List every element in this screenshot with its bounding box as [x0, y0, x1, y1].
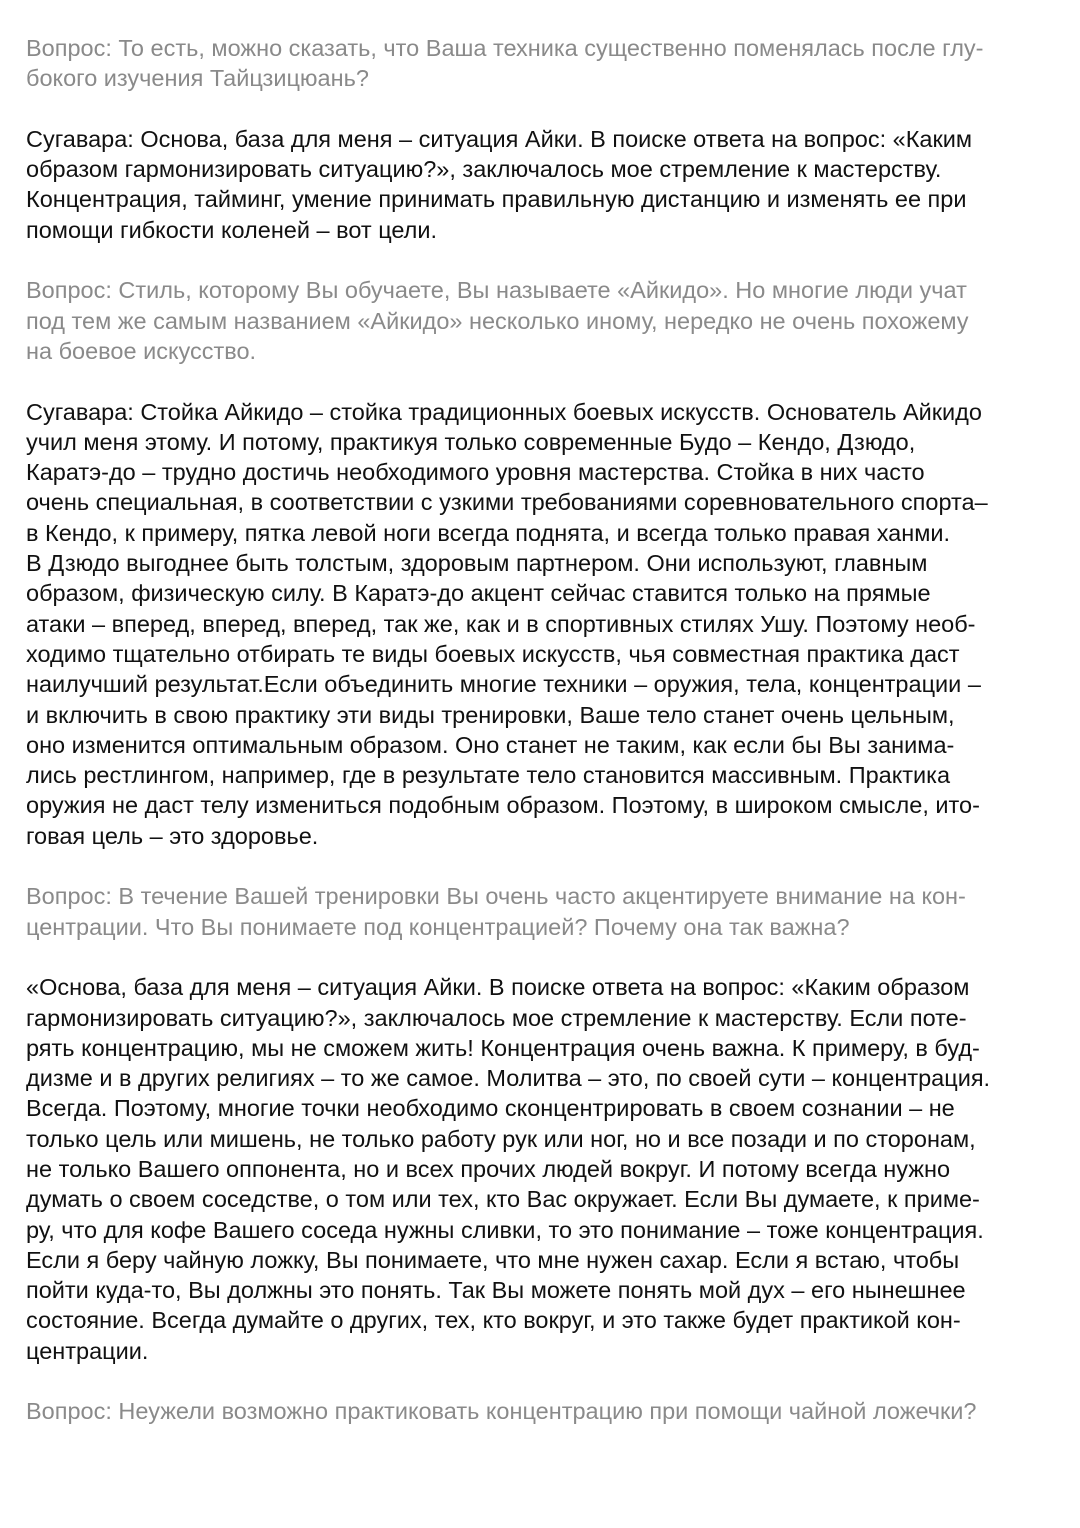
text-line: пойти куда-то, Вы должны это понять. Так Вы можете понять мой дух – его нынешнее — [26, 1277, 966, 1304]
text-line: Сугавара: Основа, база для меня – ситуация Айки. В поиске ответа на вопрос: «Каким — [26, 125, 973, 152]
text-line: Всегда. Поэтому, многие точки необходимо сконцентрировать в своем сознании – не — [26, 1095, 955, 1122]
text-line: центрации. Что Вы понимаете под концентрацией? Почему она так важна? — [26, 913, 850, 940]
text-line: Вопрос: То есть, можно сказать, что Ваша техника существенно поменялась после глу- — [26, 35, 984, 61]
text-line: Если я беру чайную ложку, Вы понимаете, что мне нужен сахар. Если я встаю, чтобы — [26, 1246, 960, 1273]
text-line: в Кендо, к примеру, пятка левой ноги всегда поднята, и всегда только правая ханми. — [26, 519, 951, 546]
text-line: думать о своем соседстве, о том или тех, кто Вас окружает. Если Вы думаете, к приме- — [26, 1186, 980, 1213]
text-line: бокого изучения Тайцзицюань? — [26, 65, 369, 92]
text-line: говая цель – это здоровье. — [26, 822, 319, 849]
text-line: лись рестлингом, например, где в результате тело становится массивным. Практика — [26, 762, 951, 789]
text-line: ру, что для кофе Вашего соседа нужны сливки, то это понимание – тоже концентрация. — [26, 1216, 984, 1243]
interview-question — [26, 881, 1054, 942]
interview-answer — [26, 972, 1054, 1366]
text-line: под тем же самым названием «Айкидо» несколько иному, нередко не очень похожему — [26, 307, 969, 334]
interview-question — [26, 1396, 1054, 1426]
text-line: гармонизировать ситуацию?», заключалось мое стремление к мастерству. Если поте- — [26, 1004, 967, 1031]
text-line: образом гармонизировать ситуацию?», заключалось мое стремление к мастерству. — [26, 156, 942, 183]
text-line: центрации. — [26, 1337, 149, 1364]
text-line: Вопрос: В течение Вашей тренировки Вы очень часто акцентируете внимание на кон- — [26, 883, 966, 910]
interview-answer — [26, 397, 1054, 851]
text-line: и включить в свою практику эти виды тренировки, Ваше тело станет очень цельным, — [26, 701, 955, 728]
text-line: оружия не даст телу измениться подобным образом. Поэтому, в широком смысле, ито- — [26, 792, 980, 819]
interview-question — [26, 33, 1054, 94]
text-line: очень специальная, в соответствии с узкими требованиями соревновательного спорта– — [26, 489, 988, 516]
text-line: только цель или мишень, не только работу рук или ног, но и все позади и по сторонам, — [26, 1125, 976, 1152]
text-line: рять концентрацию, мы не сможем жить! Концентрация очень важна. К примеру, в буд- — [26, 1034, 980, 1061]
text-line: Каратэ-до – трудно достичь необходимого уровня мастерства. Стойка в них часто — [26, 459, 925, 486]
text-line: Сугавара: Стойка Айкидо – стойка традиционных боевых искусств. Основатель Айкидо — [26, 398, 982, 425]
text-line: В Дзюдо выгоднее быть толстым, здоровым партнером. Они используют, главным — [26, 550, 928, 577]
text-line: ходимо тщательно отбирать те виды боевых искусств, чья совместная практика даст — [26, 640, 960, 667]
interview-question — [26, 275, 1054, 366]
text-line: на боевое искусство. — [26, 337, 257, 364]
interview-answer — [26, 124, 1054, 245]
text-line: образом, физическую силу. В Каратэ-до акцент сейчас ставится только на прямые — [26, 580, 931, 607]
text-line: оно изменится оптимальным образом. Оно станет не таким, как если бы Вы занима- — [26, 731, 955, 758]
text-line: атаки – вперед, вперед, вперед, так же, как и в спортивных стилях Ушу. Поэтому необ- — [26, 610, 976, 637]
text-line: Концентрация, тайминг, умение принимать правильную дистанцию и изменять ее при — [26, 186, 967, 213]
text-line: «Основа, база для меня – ситуация Айки. В поиске ответа на вопрос: «Каким образом — [26, 974, 970, 1001]
text-line: дизме и в других религиях – то же самое. Молитва – это, по своей сути – концентрация. — [26, 1065, 991, 1092]
text-line: наилучший результат.Если объединить многие техники – оружия, тела, концентрации – — [26, 671, 981, 698]
text-line: помощи гибкости коленей – вот цели. — [26, 216, 438, 243]
text-line: состояние. Всегда думайте о других, тех, кто вокруг, и это также будет практикой кон- — [26, 1307, 961, 1334]
text-line: не только Вашего оппонента, но и всех прочих людей вокруг. И потому всегда нужно — [26, 1155, 951, 1182]
text-line: Вопрос: Стиль, которому Вы обучаете, Вы называете «Айкидо». Но многие люди учат — [26, 277, 967, 304]
text-line: Вопрос: Неужели возможно практиковать концентрацию при помощи чайной ложечки? — [26, 1398, 977, 1425]
text-line: учил меня этому. И потому, практикуя только современные Будо – Кендо, Дзюдо, — [26, 428, 916, 455]
